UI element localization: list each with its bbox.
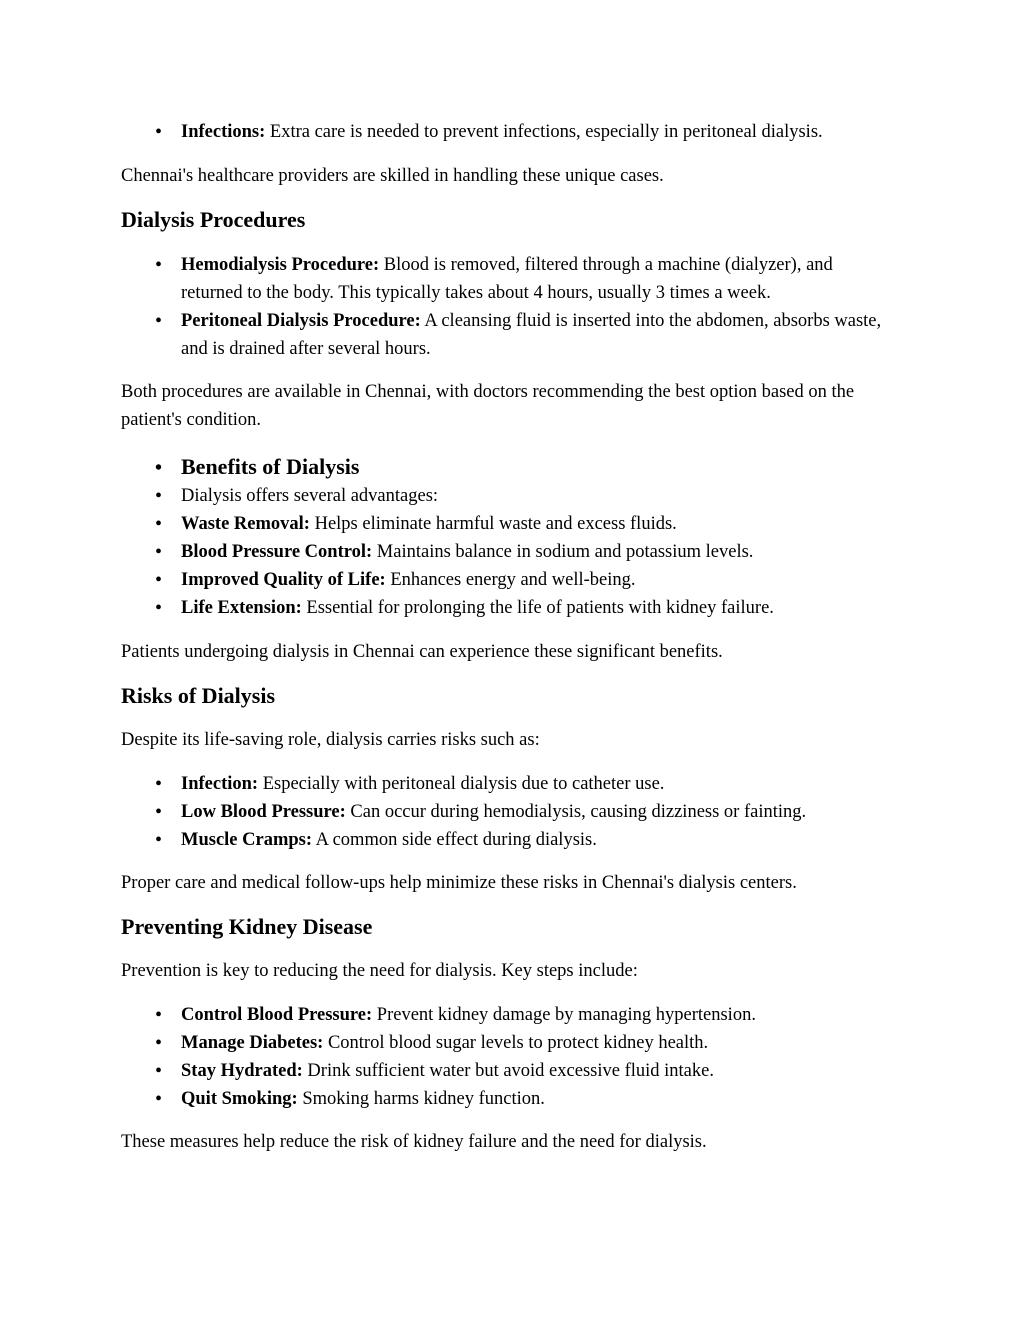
list-item-term: Quit Smoking: [181, 1089, 298, 1109]
list-item [121, 118, 896, 146]
list-item-term: Muscle Cramps: [181, 830, 313, 850]
list-item-text: A common side effect during dialysis. [312, 830, 597, 850]
list-item-term: Improved Quality of Life: [181, 570, 386, 590]
list-item-text: Extra care is needed to prevent infections, especially in peritoneal dialysis. [265, 122, 823, 142]
list-item: • Dialysis offers several advantages: [121, 482, 896, 510]
list-item-term: Waste Removal: [181, 514, 310, 534]
list-item-term: Peritoneal Dialysis Procedure: [181, 311, 421, 331]
list-item-text: Helps eliminate harmful waste and excess fluids. [309, 514, 677, 534]
prevention-list [121, 1001, 896, 1113]
paragraph-prevention-summary: These measures help reduce the risk of kidney failure and the need for dialysis. [121, 1132, 707, 1152]
heading-dialysis-procedures: Dialysis Procedures [121, 207, 306, 232]
list-item-term: Infection: [181, 774, 259, 794]
heading-preventing-kidney-disease: Preventing Kidney Disease [121, 914, 373, 939]
list-item-term: Stay Hydrated: [181, 1061, 303, 1081]
list-item-text: Prevent kidney damage by managing hypertension. [372, 1005, 756, 1025]
list-item-text: Control blood sugar levels to protect kidney health. [323, 1033, 709, 1053]
list-item [121, 798, 896, 826]
list-item-term: Hemodialysis Procedure: [181, 255, 380, 275]
list-item [121, 1029, 896, 1057]
list-item-text: Drink sufficient water but avoid excessive fluid intake. [302, 1061, 714, 1081]
list-item-text: Can occur during hemodialysis, causing dizziness or fainting. [345, 802, 807, 822]
paragraph-risks-intro: Despite its life-saving role, dialysis carries risks such as: [121, 730, 540, 750]
list-item [121, 510, 896, 538]
paragraph-prevention-intro: Prevention is key to reducing the need for dialysis. Key steps include: [121, 961, 638, 981]
list-item-term: Low Blood Pressure: [181, 802, 346, 822]
list-item [121, 251, 896, 307]
benefits-list [121, 452, 896, 622]
list-item-term: Control Blood Pressure: [181, 1005, 373, 1025]
list-item [121, 1001, 896, 1029]
procedures-list [121, 251, 896, 363]
paragraph-benefits-summary: Patients undergoing dialysis in Chennai can experience these significant benefits. [121, 642, 723, 662]
list-item-text: Essential for prolonging the life of patients with kidney failure. [301, 598, 774, 618]
list-item [121, 1085, 896, 1113]
list-item [121, 770, 896, 798]
list-item-text: Maintains balance in sodium and potassium levels. [372, 542, 754, 562]
document-page [121, 118, 896, 1156]
list-item-term: Manage Diabetes: [181, 1033, 324, 1053]
heading-risks-of-dialysis: Risks of Dialysis [121, 683, 276, 708]
list-item-text: Enhances energy and well-being. [385, 570, 636, 590]
list-item-term: Life Extension: [181, 598, 302, 618]
infections-list [121, 118, 896, 146]
list-item [121, 538, 896, 566]
list-item-text: Especially with peritoneal dialysis due to catheter use. [258, 774, 665, 794]
paragraph-chennai-skilled: Chennai's healthcare providers are skilled in handling these unique cases. [121, 166, 664, 186]
list-item [121, 307, 896, 363]
paragraph-risks-summary: Proper care and medical follow-ups help minimize these risks in Chennai's dialysis centers. [121, 873, 797, 893]
list-item-text: Smoking harms kidney function. [297, 1089, 545, 1109]
list-item-text: Blood is removed, filtered through a machine (dialyzer), and returned to the body. This typically takes about 4 hours, usually 3 times a week. [181, 255, 833, 303]
list-item-term: Blood Pressure Control: [181, 542, 373, 562]
list-item [121, 826, 896, 854]
heading-benefits-of-dialysis: • Benefits of Dialysis [121, 452, 896, 482]
list-item-term: Infections: [181, 122, 266, 142]
risks-list [121, 770, 896, 854]
list-item [121, 566, 896, 594]
list-item-text: A cleansing fluid is inserted into the abdomen, absorbs waste, and is drained after several hours. [181, 311, 882, 359]
list-item [121, 594, 896, 622]
paragraph-procedures-available: Both procedures are available in Chennai, with doctors recommending the best option based on the patient's condition. [121, 382, 855, 430]
list-item [121, 1057, 896, 1085]
